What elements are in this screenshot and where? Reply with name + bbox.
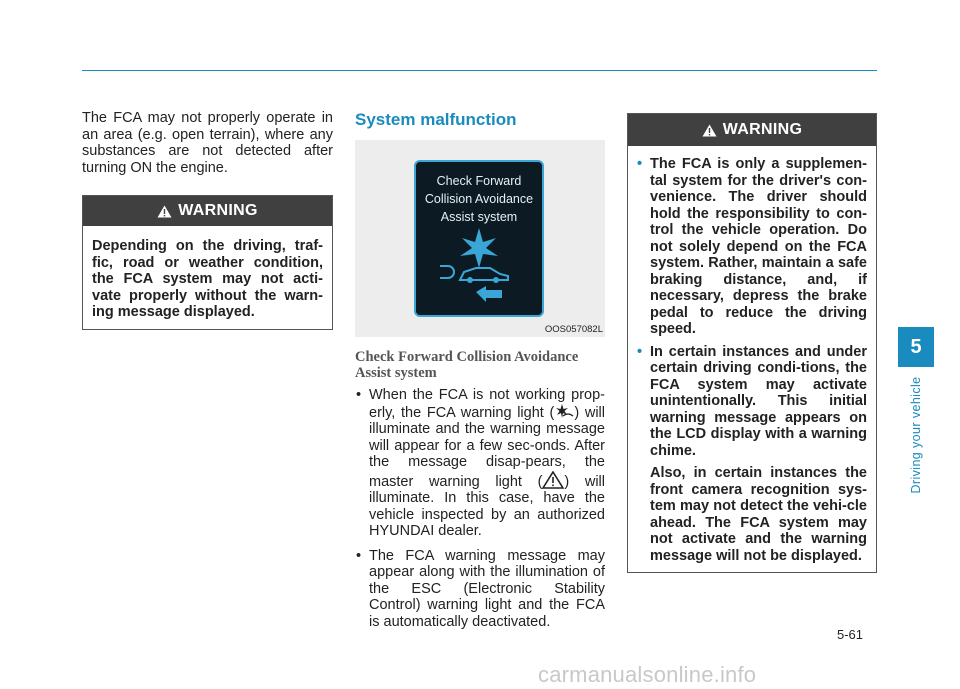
list-item — [355, 387, 605, 540]
bullet1-part-a: When the FCA is not working prop-erly, the FCA warning light ( — [369, 387, 605, 421]
chapter-tab-number: 5 — [898, 327, 934, 367]
page-number: 5-61 — [837, 627, 864, 642]
screen-line-2: Collision Avoidance — [424, 192, 534, 206]
bullet1-part-b: ) will illuminate and the warning message will appear for a few sec-onds. After the message disap-pears, the master warning light ( — [369, 404, 605, 490]
list-item: • The FCA is only a supplemen-tal system for the driver's con-venience. The driver should hold the responsibility to con-trol the vehicle operation. Do not solely depend on the FCA system. Rather, maintain a safe braking distance, and, if necessary, depress the brake pedal to reduce the driving speed. — [637, 156, 867, 338]
screen-line-3: Assist system — [440, 210, 518, 224]
list-item: • The FCA warning message may appear along with the illumination of the ESC (Electronic Stability Control) warning light and the FCA is automatically deactivated. — [355, 548, 605, 631]
section-title: System malfunction — [355, 110, 517, 129]
warning-list — [637, 156, 867, 459]
lcd-screen — [414, 160, 544, 317]
watermark: carmanualsonline.info — [538, 662, 757, 687]
warning-box-1 — [82, 195, 333, 330]
chapter-tab-label — [898, 367, 934, 507]
warning-header — [83, 196, 332, 226]
cluster-figure — [355, 140, 605, 337]
collision-warning-icon — [416, 222, 542, 312]
warning-triangle-icon — [157, 205, 172, 218]
subheading: Check Forward Collision Avoidance Assist system — [355, 349, 579, 381]
fca-warning-light-icon — [554, 404, 574, 420]
screen-line-1: Check Forward — [436, 174, 522, 188]
warning-triangle-icon — [702, 124, 717, 137]
intro-paragraph: The FCA may not properly operate in an area (e.g. open terrain), where any substances are not detected after turning ON the engine. — [82, 110, 333, 176]
warning-extra-paragraph: Also, in certain instances the front camera recognition sys-tem may not detect the vehi-cle ahead. The FCA system may not activate and the warning message will not be displayed. — [650, 465, 867, 564]
column-1 — [82, 110, 333, 330]
bullet1-part-c: ) will illuminate. In this case, have the vehicle inspected by an authorized HYUNDAI dealer. — [369, 473, 605, 539]
column-3 — [627, 113, 877, 573]
master-warning-triangle-icon — [542, 471, 564, 489]
figure-code: OOS057082L — [544, 324, 603, 335]
warning-body — [628, 146, 876, 572]
warning-box-2 — [627, 113, 877, 573]
top-rule — [82, 70, 877, 71]
list-item: • In certain instances and under certain driving condi-tions, the FCA system may activate unintentionally. This initial warning message appears on the LCD display with a warning chime. — [637, 344, 867, 460]
warning-header — [628, 114, 876, 146]
column-2 — [355, 110, 605, 638]
warning-title: WARNING — [722, 121, 803, 138]
warning-body: Depending on the driving, traf-fic, road or weather condition, the FCA system may not acti-vate properly without the warn-ing message displayed. — [92, 238, 323, 320]
bullet-list — [355, 387, 605, 630]
warning-title: WARNING — [178, 202, 258, 219]
chapter-label: Driving your vehicle — [909, 376, 923, 494]
